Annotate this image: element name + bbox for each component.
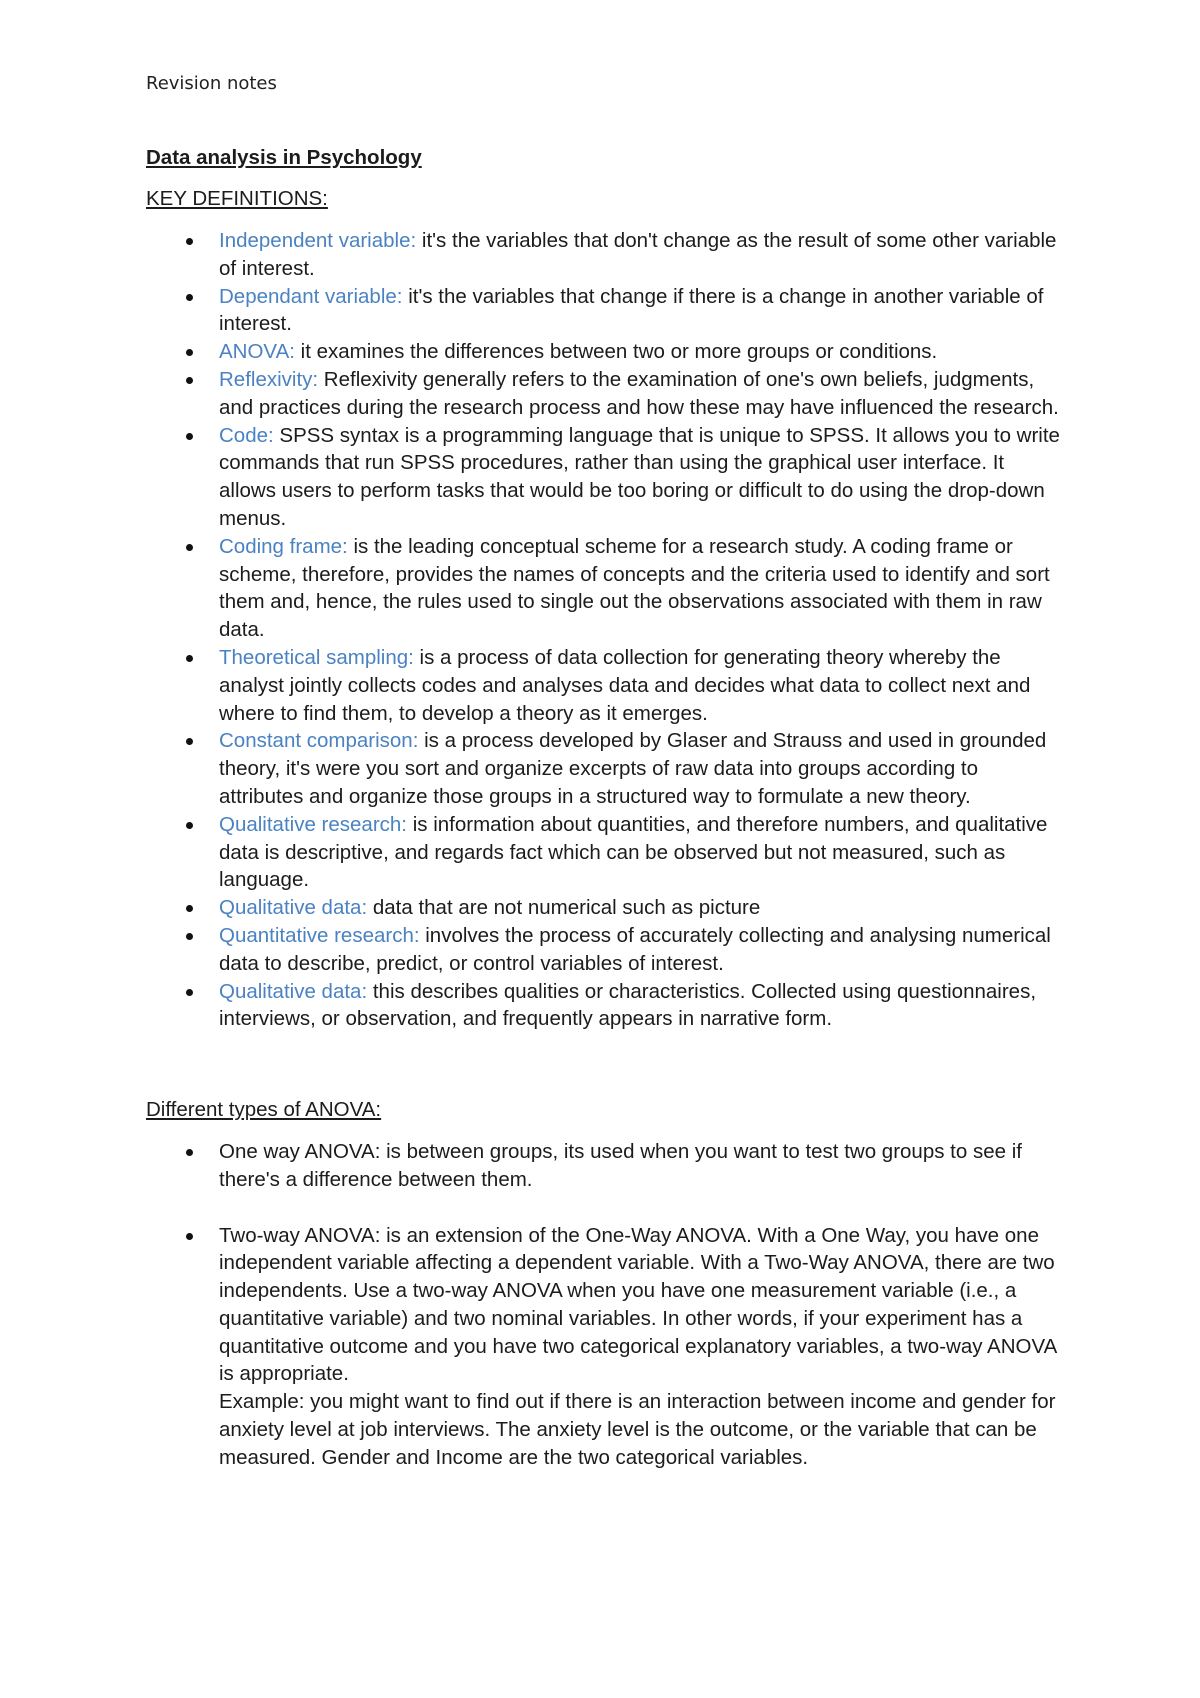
definition-item [146, 811, 1066, 894]
bullet-icon [186, 377, 193, 384]
definitions-list [146, 227, 1066, 1033]
anova-item [146, 1222, 1066, 1472]
definition-term: Reflexivity: [219, 367, 319, 391]
definition-text: is the leading conceptual scheme for a research study. A coding frame or scheme, therefore, provides the names of concepts and the criteria used to identify and sort them and, hence, the rules used to single out the observations associated with them in raw data. [219, 534, 1050, 642]
definition-term: Code: [219, 423, 274, 447]
document-body [146, 144, 1066, 1472]
definition-item [146, 894, 1066, 922]
bullet-icon [186, 822, 193, 829]
definition-item [146, 644, 1066, 727]
definition-text: is a process of data collection for generating theory whereby the analyst jointly collects codes and analyses data and decides what data to collect next and where to find them, to develop a theory as it emerges. [219, 645, 1031, 725]
bullet-icon [186, 433, 193, 440]
definition-text: involves the process of accurately collecting and analysing numerical data to describe, predict, or control variables of interest. [219, 923, 1051, 975]
definition-text: it's the variables that don't change as the result of some other variable of interest. [219, 229, 1057, 280]
anova-item-text: One way ANOVA: is between groups, its used when you want to test two groups to see if there's a difference between them. [219, 1140, 1022, 1191]
definitions-heading: KEY DEFINITIONS: [146, 187, 328, 210]
bullet-icon [186, 905, 193, 912]
bullet-icon [186, 238, 193, 245]
bullet-icon [186, 738, 193, 745]
definition-item [146, 922, 1066, 978]
definition-term: Qualitative research: [219, 812, 408, 836]
definition-term: Qualitative data: [219, 896, 368, 920]
bullet-icon [186, 933, 193, 940]
definition-term: Theoretical sampling: [219, 645, 414, 669]
definition-text: is information about quantities, and therefore numbers, and qualitative data is descriptive, and regards fact which can be observed but not measured, such as language. [219, 812, 1048, 892]
definition-term: Dependant variable: [219, 284, 403, 308]
bullet-icon [186, 1233, 193, 1240]
definition-term: ANOVA: [219, 340, 295, 364]
definition-term: Independent variable: [219, 229, 417, 252]
definition-item [146, 366, 1066, 422]
anova-example: Example: you might want to find out if there is an interaction between income and gender for anxiety level at job interviews. The anxiety level is the outcome, or the variable that can be measured. Gender and Income are the two categorical variables. [219, 1390, 1056, 1469]
definition-term: Coding frame: [219, 534, 348, 558]
bullet-icon [186, 544, 193, 551]
definition-text: data that are not numerical such as picture [367, 896, 761, 920]
bullet-icon [186, 655, 193, 662]
document-title: Data analysis in Psychology [146, 146, 422, 169]
bullet-icon [186, 1149, 193, 1156]
definition-item [146, 227, 1066, 283]
definition-text: is a process developed by Glaser and Strauss and used in grounded theory, it's were you sort and organize excerpts of raw data into groups according to attributes and organize those groups in a structured way to formulate a new theory. [219, 729, 1047, 808]
anova-types-list [146, 1138, 1066, 1472]
bullet-icon [186, 349, 193, 356]
definition-term: Qualitative data: [219, 979, 368, 1003]
definition-term: Constant comparison: [219, 729, 419, 753]
definition-text: this describes qualities or characteristics. Collected using questionnaires, interviews, or observation, and frequently appears in narrative form. [219, 979, 1037, 1031]
anova-heading: Different types of ANOVA: [146, 1098, 382, 1122]
definition-item [146, 533, 1066, 644]
definition-item [146, 338, 1066, 366]
definition-text: it's the variables that change if there is a change in another variable of interest. [219, 284, 1044, 336]
definition-item [146, 283, 1066, 339]
anova-item [146, 1138, 1066, 1194]
definition-text: SPSS syntax is a programming language that is unique to SPSS. It allows you to write commands that run SPSS procedures, rather than using the graphical user interface. It allows users to perform tasks that would be too boring or difficult to do using the drop-down menus. [219, 423, 1060, 530]
page-header: Revision notes [146, 73, 277, 94]
bullet-icon [186, 294, 193, 301]
bullet-icon [186, 989, 193, 996]
definition-text: it examines the differences between two or more groups or conditions. [294, 340, 938, 364]
definition-item [146, 727, 1066, 810]
definition-term: Quantitative research: [219, 923, 420, 947]
definition-text: Reflexivity generally refers to the examination of one's own beliefs, judgments, and practices during the research process and how these may have influenced the research. [219, 367, 1059, 419]
definition-item [146, 978, 1066, 1034]
definition-item [146, 422, 1066, 533]
anova-item-text: Two-way ANOVA: is an extension of the One-Way ANOVA. With a One Way, you have one independent variable affecting a dependent variable. With a Two-Way ANOVA, there are two independents. Use a two-way ANOVA when you have one measurement variable (i.e., a quantitative variable) and two nominal variables. In other words, if your experiment has a quantitative outcome and you have two categorical explanatory variables, a two-way ANOVA is appropriate. [219, 1223, 1057, 1386]
